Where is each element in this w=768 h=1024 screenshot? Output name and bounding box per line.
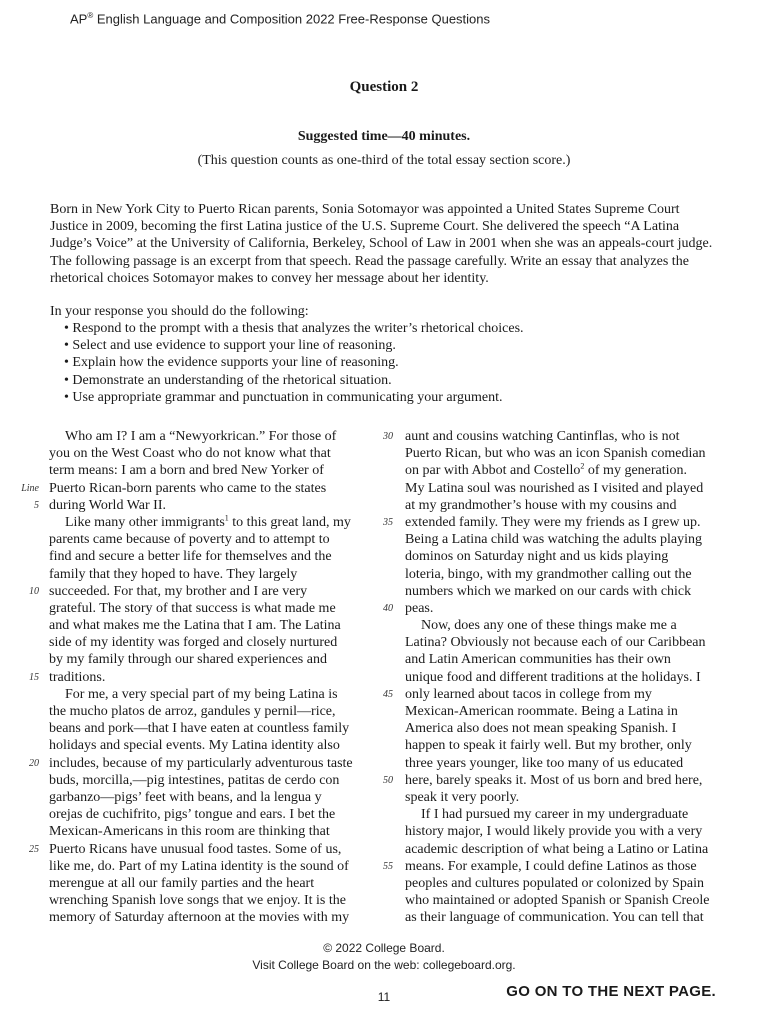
passage-line	[405, 669, 709, 686]
suggested-time: Suggested time—40 minutes.	[297, 129, 471, 144]
passage-line	[49, 600, 353, 617]
passage-text: on par with Abbot and Costello	[405, 463, 581, 479]
passage-text: find and secure a better life for themselves and the	[49, 549, 332, 565]
passage-text: happen to speak it fairly well. But my brother, only	[405, 738, 692, 754]
passage-text: Being a Latina child was watching the adults playing	[405, 532, 703, 548]
passage-text: side of my identity was forged and closely nurtured	[49, 635, 338, 651]
passage-text: to this great land, my	[228, 514, 351, 530]
line-number: 40	[383, 602, 393, 614]
passage-text: Puerto Ricans have unusual food tastes. Some of us,	[49, 841, 342, 857]
passage-text: holidays and special events. My Latina identity also	[49, 738, 340, 754]
passage-text: loteria, bingo, with my grandmother calling out the	[405, 566, 692, 582]
passage-line	[49, 651, 353, 668]
go-on-notice: GO ON TO THE NEXT PAGE.	[506, 983, 716, 1000]
passage-text: Like many other immigrants	[65, 514, 225, 530]
website-notice: Visit College Board on the web: collegeboard.org.	[252, 958, 516, 972]
passage-text: peas.	[405, 600, 434, 616]
passage-text: grateful. The story of that success is what made me	[49, 600, 336, 616]
header-ap: AP	[70, 11, 88, 27]
passage-line	[49, 806, 353, 823]
passage-line	[405, 566, 709, 583]
passage-text: you on the West Coast who do not know what that	[49, 446, 331, 462]
passage-text: My Latina soul was nourished as I visited and played	[405, 480, 704, 496]
passage-line	[405, 617, 709, 634]
passage-line	[49, 858, 353, 875]
passage-line	[405, 755, 709, 772]
line-number: 20	[29, 757, 39, 769]
passage-line	[383, 600, 709, 617]
passage-text: academic description of what being a Latino or Latina	[405, 841, 709, 857]
passage-line	[29, 669, 353, 686]
passage-line	[49, 548, 353, 565]
copyright-notice: © 2022 College Board.	[323, 941, 445, 955]
passage-line	[29, 841, 353, 858]
passage-text: parents came because of poverty and to attempt to	[49, 532, 330, 548]
passage-column-right	[383, 428, 710, 926]
passage-text: at my grandmother’s house with my cousins and	[405, 497, 677, 513]
passage-line	[405, 634, 709, 651]
passage-line	[49, 909, 353, 926]
passage-text: America also does not mean speaking Spanish. I	[405, 721, 677, 737]
passage-line	[405, 462, 709, 479]
line-number: 5	[34, 499, 39, 511]
passage-text: Latina? Obviously not because each of our Caribbean	[405, 635, 706, 651]
passage-text: means. For example, I could define Latinos as those	[405, 858, 697, 874]
passage-line	[405, 703, 709, 720]
passage-line	[405, 875, 709, 892]
line-number: 30	[383, 431, 393, 442]
passage-text: and Latin American communities has their own	[405, 652, 671, 668]
prompt-intro	[50, 201, 718, 287]
passage-line	[49, 428, 353, 445]
intro-paragraph: Born in New York City to Puerto Rican parents, Sonia Sotomayor was appointed a United States Supreme Court Justice in 2009, becoming the first Latina justice of the U.S. Supreme Court. She delivered the speech “A Latina Judge’s Voice” at the University of California, Berkeley, School of Law in 2001 when she was an appeals-court judge. The following passage is an excerpt from that speech. Read the passage carefully. Write an essay that analyzes the rhetorical choices Sotomayor makes to convey her message about her identity.	[50, 202, 713, 286]
passage-text: wrenching Spanish love songs that we enjoy. It is the	[49, 893, 346, 909]
passage-text: dominos on Saturday night and us kids playing	[405, 549, 669, 565]
passage-line	[49, 514, 353, 531]
passage-line	[383, 428, 709, 445]
line-number: 45	[383, 688, 393, 700]
passage-line	[49, 720, 353, 737]
passage-line	[49, 462, 353, 479]
passage-line	[49, 634, 353, 651]
instruction-item: • Explain how the evidence supports your line of reasoning.	[64, 354, 524, 371]
page-number: 11	[377, 990, 391, 1004]
passage-text: Puerto Rican-born parents who came to the states	[49, 480, 327, 496]
passage-line	[405, 823, 709, 840]
passage-line	[383, 686, 709, 703]
passage-line	[405, 583, 709, 600]
passage-line	[405, 841, 709, 858]
passage-line	[49, 531, 353, 548]
passage-line	[49, 703, 353, 720]
passage-text: peoples and cultures populated or colonized by Spain	[405, 875, 704, 891]
passage-line	[49, 737, 353, 754]
line-number: 55	[383, 860, 393, 872]
passage-line	[405, 497, 709, 514]
registered-mark: ®	[87, 11, 94, 20]
passage-text: of my generation.	[584, 463, 688, 479]
passage-text: as their language of communication. You can tell that	[405, 910, 704, 926]
line-number: 50	[383, 774, 393, 786]
passage-text: traditions.	[49, 669, 106, 685]
passage-text: speak it very poorly.	[405, 789, 520, 805]
passage-line	[405, 651, 709, 668]
passage-text: If I had pursued my career in my undergraduate	[421, 807, 689, 823]
passage-line	[405, 480, 709, 497]
passage-line	[405, 548, 709, 565]
passage-line	[29, 583, 353, 600]
passage-text: Who am I? I am a “Newyorkrican.” For those of	[65, 429, 337, 444]
passage-text: memory of Saturday afternoon at the movies with my	[49, 910, 350, 926]
line-number: 25	[29, 843, 39, 855]
passage-line	[405, 892, 709, 909]
passage-line	[49, 789, 353, 806]
passage-text: Mexican-American roommate. Being a Latina in	[405, 704, 678, 719]
passage-text: succeeded. For that, my brother and I are very	[49, 583, 308, 599]
passage-line	[405, 737, 709, 754]
passage-text: family that they hoped to have. They largely	[49, 566, 298, 582]
passage-line	[21, 480, 353, 497]
passage-text: the mucho platos de arroz, gandules y pernil—rice,	[49, 704, 336, 719]
passage-text: merengue at all our family parties and the heart	[49, 875, 315, 891]
passage-line	[405, 531, 709, 548]
passage-line	[29, 755, 353, 772]
page-header	[70, 11, 490, 26]
passage-text: like me, do. Part of my Latina identity is the sound of	[49, 858, 349, 874]
passage-text: Now, does any one of these things make me a	[421, 618, 677, 634]
instructions-lead: In your response you should do the following:	[50, 304, 309, 319]
passage-text: here, barely speaks it. Most of us born and bred here,	[405, 772, 703, 788]
passage-text: history major, I would likely provide you with a very	[405, 824, 703, 840]
passage-text: buds, morcilla,—pig intestines, patitas de cerdo con	[49, 772, 340, 788]
passage-text: Puerto Rican, but who was an icon Spanish comedian	[405, 446, 706, 462]
passage-text: For me, a very special part of my being Latina is	[65, 686, 338, 702]
passage-line	[49, 875, 353, 892]
instruction-item: • Use appropriate grammar and punctuation in communicating your argument.	[64, 389, 524, 406]
passage-line	[49, 686, 353, 703]
passage-text: term means: I am a born and bred New Yorker of	[49, 463, 324, 479]
instruction-item: • Demonstrate an understanding of the rhetorical situation.	[64, 372, 524, 389]
passage-text: during World War II.	[49, 497, 166, 513]
passage-text: and what makes me the Latina that I am. The Latina	[49, 618, 341, 634]
passage-line	[49, 566, 353, 583]
passage-text: includes, because of my particularly adventurous taste	[49, 755, 353, 771]
passage-line	[49, 617, 353, 634]
footnote-marker: 2	[580, 461, 585, 471]
passage-text: by my family through our shared experiences and	[49, 652, 327, 668]
line-label: Line	[21, 482, 39, 494]
header-title: English Language and Composition 2022 Free-Response Questions	[93, 11, 491, 27]
page-footer	[0, 940, 768, 974]
passage-line	[405, 806, 709, 823]
instructions-list	[64, 320, 524, 406]
passage-line	[49, 772, 353, 789]
passage-line	[405, 720, 709, 737]
line-number: 15	[29, 671, 39, 683]
passage-text: unique food and different traditions at the holidays. I	[405, 669, 701, 685]
passage-text: three years younger, like too many of us educated	[405, 755, 684, 771]
passage-text: numbers which we marked on our cards with chick	[405, 583, 692, 599]
passage-line	[405, 909, 709, 926]
passage-line	[405, 789, 709, 806]
passage-text: garbanzo—pigs’ feet with beans, and la lengua y	[49, 789, 322, 805]
question-title: Question 2	[349, 79, 419, 95]
passage-line	[49, 823, 353, 840]
passage-line	[383, 858, 709, 875]
passage-text: who maintained or adopted Spanish or Spanish Creole	[405, 893, 710, 909]
passage-line	[383, 514, 709, 531]
passage-line	[49, 892, 353, 909]
passage-line	[49, 445, 353, 462]
score-weight-note: (This question counts as one-third of the total essay section score.)	[197, 153, 571, 168]
instruction-item: • Select and use evidence to support your line of reasoning.	[64, 337, 524, 354]
instruction-item: • Respond to the prompt with a thesis that analyzes the writer’s rhetorical choices.	[64, 320, 524, 337]
passage-text: beans and pork—that I have eaten at countless family	[49, 721, 350, 737]
line-number: 10	[29, 585, 39, 597]
passage-text: only learned about tacos in college from my	[405, 686, 652, 702]
passage-line	[34, 497, 353, 514]
passage-column-left	[21, 428, 353, 926]
passage-text: aunt and cousins watching Cantinflas, who is not	[405, 429, 680, 444]
passage-line	[383, 772, 709, 789]
line-number: 35	[383, 516, 393, 528]
passage-text: Mexican-Americans in this room are thinking that	[49, 824, 330, 840]
passage-line	[405, 445, 709, 462]
footnote-marker: 1	[224, 513, 229, 523]
passage-text: extended family. They were my friends as I grew up.	[405, 514, 701, 530]
passage-text: orejas de cuchifrito, pigs’ tongue and ears. I bet the	[49, 807, 336, 823]
